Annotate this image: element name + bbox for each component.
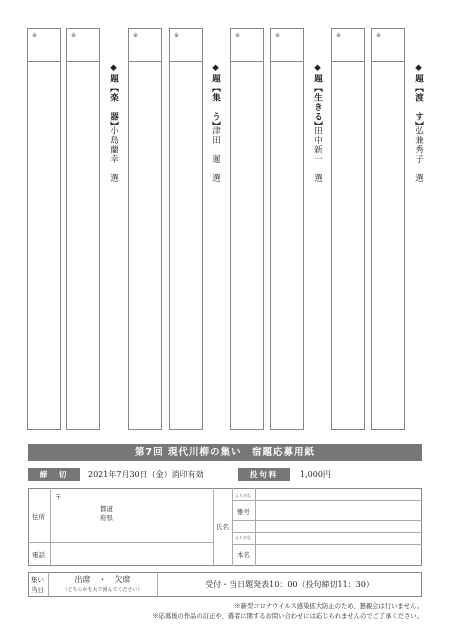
note-line: ※新型コロナウイルス感染拡大防止のため、懇親会は行いません。 (234, 603, 423, 610)
meeting-label-2: 当日 (31, 586, 44, 594)
pen-name-label: 雅号 (237, 508, 250, 516)
phone-label: 電話 (32, 551, 45, 559)
topic-column (103, 28, 125, 430)
topic-column (205, 28, 227, 430)
topic-label: ◆題【集 う】 (210, 63, 221, 131)
topic-label: ◆題【生きる】 (312, 63, 323, 131)
selector-name: 田中新一 選 (312, 126, 323, 183)
address-label: 住所 (32, 513, 45, 521)
entry-column[interactable] (270, 28, 304, 430)
note-mark: ※ (32, 32, 38, 39)
address-field[interactable] (51, 489, 212, 541)
entry-column[interactable] (371, 28, 405, 430)
entry-column[interactable] (169, 28, 203, 430)
selector-name: 弘兼秀子 選 (413, 126, 424, 183)
deadline-label: 締 切 (28, 468, 80, 481)
reception-info: 受付・当日題発表10：00（投句締切11：30） (205, 580, 374, 589)
note-mark: ※ (336, 32, 342, 39)
entry-column[interactable] (128, 28, 162, 430)
attendance-note: （どちらかを丸で囲んでください） (62, 587, 143, 593)
real-name-field[interactable] (256, 533, 421, 565)
selector-name: 小島蘭幸 選 (108, 126, 119, 183)
fee-label: 投句料 (238, 468, 290, 481)
entry-column[interactable] (66, 28, 100, 430)
form-title: 第7回 現代川柳の集い 宿題応募用紙 (28, 444, 422, 461)
selector-name: 津田 暹 選 (210, 126, 221, 183)
furigana-label: ふりがな (235, 535, 251, 540)
deadline-value: 2021年7月30日（金）消印有効 (88, 470, 204, 479)
furigana-label: ふりがな (235, 493, 251, 498)
phone-field[interactable] (51, 543, 212, 565)
note-line: ※応募後の作品の訂正や、選者に関するお問い合わせには応じられませんのでご了承ください。 (152, 613, 423, 620)
fee-value: 1,000円 (300, 470, 331, 479)
real-name-label: 本名 (237, 551, 250, 559)
topic-label: ◆題【楽 器】 (108, 63, 119, 131)
topic-label: ◆題【渡 す】 (413, 63, 424, 131)
note-mark: ※ (71, 32, 77, 39)
postal-mark: 〒 (55, 493, 62, 501)
entry-column[interactable] (230, 28, 264, 430)
prefecture-label-2: 府県 (100, 514, 113, 522)
entry-column[interactable] (27, 28, 61, 430)
note-mark: ※ (174, 32, 180, 39)
meeting-label-1: 集い (31, 576, 44, 584)
note-mark: ※ (376, 32, 382, 39)
topic-column (307, 28, 329, 430)
attendance-choice[interactable]: 出席 ・ 欠席 (74, 575, 131, 584)
note-mark: ※ (133, 32, 139, 39)
entry-column[interactable] (331, 28, 365, 430)
prefecture-label-1: 都道 (100, 505, 113, 513)
note-mark: ※ (275, 32, 281, 39)
name-label: 氏名 (216, 523, 229, 531)
note-mark: ※ (235, 32, 241, 39)
topic-column (408, 28, 430, 430)
pen-name-field[interactable] (256, 489, 421, 520)
